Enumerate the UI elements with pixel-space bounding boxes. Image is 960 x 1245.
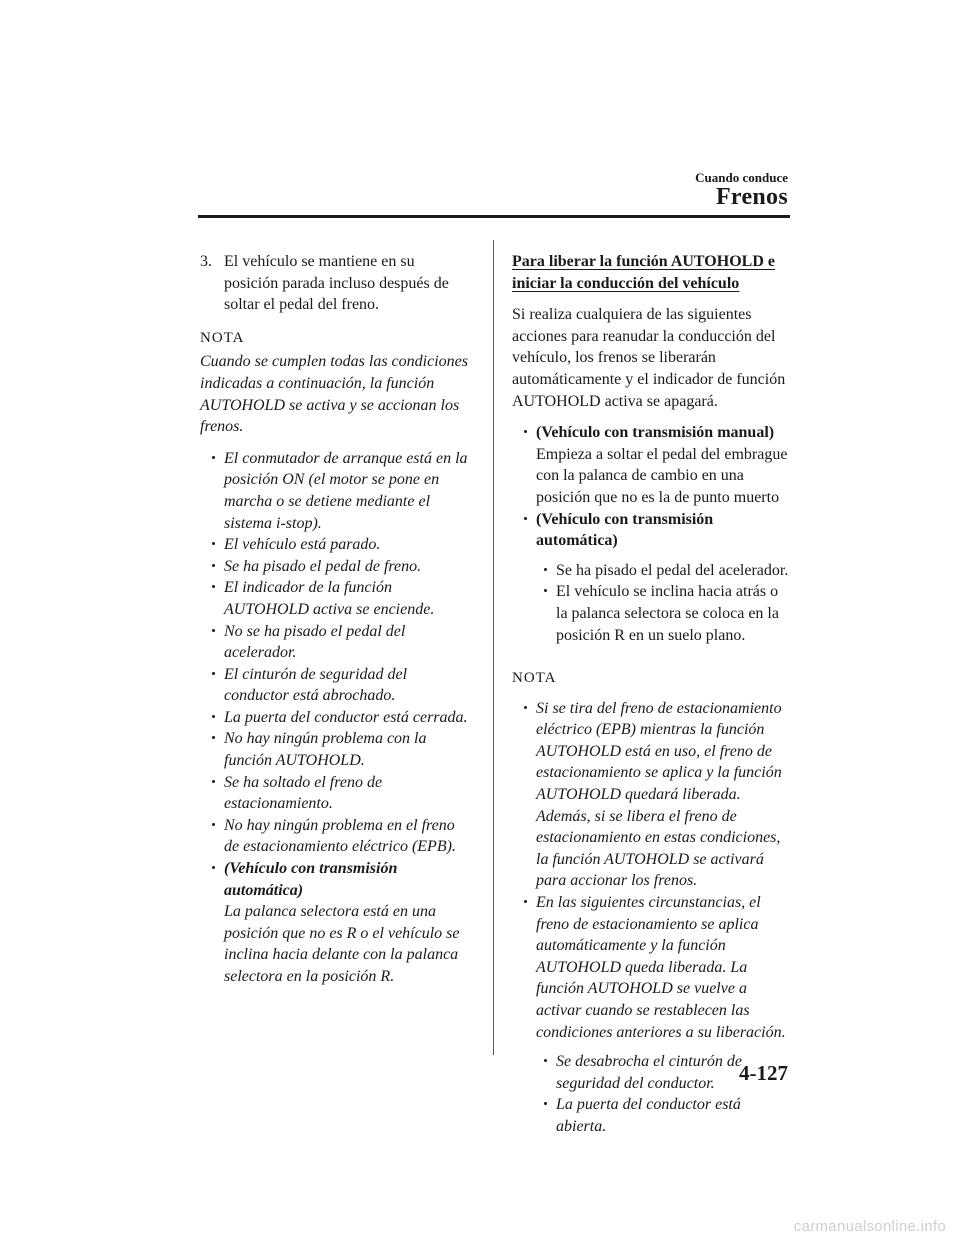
bullet-icon	[212, 736, 215, 739]
list-item: Se ha pisado el pedal de freno.	[212, 556, 472, 578]
section-subheading: Para liberar la función AUTOHOLD e iniciar la conducción del vehículo	[512, 253, 775, 292]
conditions-list	[212, 448, 472, 988]
bullet-icon	[524, 706, 527, 709]
list-item: Se ha pisado el pedal del acelerador.	[544, 560, 790, 582]
step-3	[200, 251, 472, 316]
bullet-icon	[212, 672, 215, 675]
list-item: El vehículo está parado.	[212, 534, 472, 556]
list-item: Si se tira del freno de estacionamiento eléctrico (EPB) mientras la función AUTOHOLD está en uso, el freno de estacionamiento se aplica y la función AUTOHOLD quedará liberada. Además, si se libera el freno de estacionamiento en estas condiciones, la función AUTOHOLD se activará para accionar los frenos.	[524, 698, 790, 892]
bullet-icon	[212, 629, 215, 632]
list-item: No hay ningún problema en el freno de estacionamiento eléctrico (EPB).	[212, 815, 472, 858]
list-item: Se desabrocha el cinturón de seguridad del conductor.	[544, 1051, 790, 1094]
list-item: No hay ningún problema con la función AUTOHOLD.	[212, 728, 472, 771]
list-item: La puerta del conductor está abierta.	[544, 1094, 790, 1137]
note-heading: NOTA	[512, 670, 557, 687]
column-divider	[493, 240, 494, 1055]
automatic-heading: (Vehículo con transmisión automática)	[224, 860, 398, 899]
bullet-icon	[212, 780, 215, 783]
list-item-automatic	[524, 509, 790, 647]
bullet-icon	[524, 517, 527, 520]
header-rule	[198, 215, 790, 218]
bullet-icon	[524, 900, 527, 903]
section-intro: Si realiza cualquiera de las siguientes acciones para reanudar la conducción del vehículo, los frenos se liberarán automáticamente y el indicador de función AUTOHOLD activa se apagará.	[512, 306, 786, 410]
bullet-icon	[212, 866, 215, 869]
left-column	[200, 251, 472, 988]
list-item-manual	[524, 422, 790, 508]
list-item: Se ha soltado el freno de estacionamiento.	[212, 772, 472, 815]
watermark: carmanualsonline.info	[793, 1218, 946, 1235]
list-item: La puerta del conductor está cerrada.	[212, 707, 472, 729]
automatic-sublist	[544, 560, 790, 646]
list-item: El conmutador de arranque está en la posición ON (el motor se pone en marcha o se detiene mediante el sistema i-stop).	[212, 448, 472, 534]
note-intro: Cuando se cumplen todas las condiciones indicadas a continuación, la función AUTOHOLD se activa y se accionan los frenos.	[200, 353, 468, 436]
bullet-icon	[212, 564, 215, 567]
bullet-icon	[544, 1102, 547, 1105]
list-item: El indicador de la función AUTOHOLD activa se enciende.	[212, 577, 472, 620]
list-item-automatic	[212, 858, 472, 988]
release-list	[524, 422, 790, 646]
bullet-icon	[212, 823, 215, 826]
bullet-icon	[212, 456, 215, 459]
bullet-icon	[212, 715, 215, 718]
right-column	[512, 251, 790, 1138]
step-number: 3.	[200, 253, 212, 270]
manual-text: Empieza a soltar el pedal del embrague con la palanca de cambio en una posición que no es la de punto muerto	[536, 445, 788, 506]
list-item: En las siguientes circunstancias, el freno de estacionamiento se aplica automáticamente y la función AUTOHOLD queda liberada. La función AUTOHOLD se vuelve a activar cuando se restablecen las condiciones anteriores a su liberación. Se desabrocha el cinturón de seguridad del conductor. La puerta del conductor está abierta.	[524, 892, 790, 1138]
page-number: 4-127	[739, 1061, 788, 1085]
step-text: El vehículo se mantiene en su posición parada incluso después de soltar el pedal del freno.	[224, 253, 449, 314]
bullet-icon	[212, 542, 215, 545]
running-header-title: Frenos	[715, 184, 788, 210]
bullet-icon	[524, 430, 527, 433]
list-item: El cinturón de seguridad del conductor está abrochado.	[212, 664, 472, 707]
bullet-icon	[544, 568, 547, 571]
bullet-icon	[544, 1059, 547, 1062]
list-item: El vehículo se inclina hacia atrás o la palanca selectora se coloca en la posición R en un suelo plano.	[544, 581, 790, 646]
automatic-text: La palanca selectora está en una posición que no es R o el vehículo se inclina hacia delante con la palanca selectora en la posición R.	[224, 903, 460, 985]
list-item: No se ha pisado el pedal del acelerador.	[212, 621, 472, 664]
automatic-heading: (Vehículo con transmisión automática)	[536, 510, 714, 550]
bullet-icon	[212, 585, 215, 588]
note-heading: NOTA	[200, 329, 245, 346]
manual-heading: (Vehículo con transmisión manual)	[536, 424, 775, 442]
running-header-kicker: Cuando conduce	[695, 170, 788, 185]
bullet-icon	[544, 589, 547, 592]
